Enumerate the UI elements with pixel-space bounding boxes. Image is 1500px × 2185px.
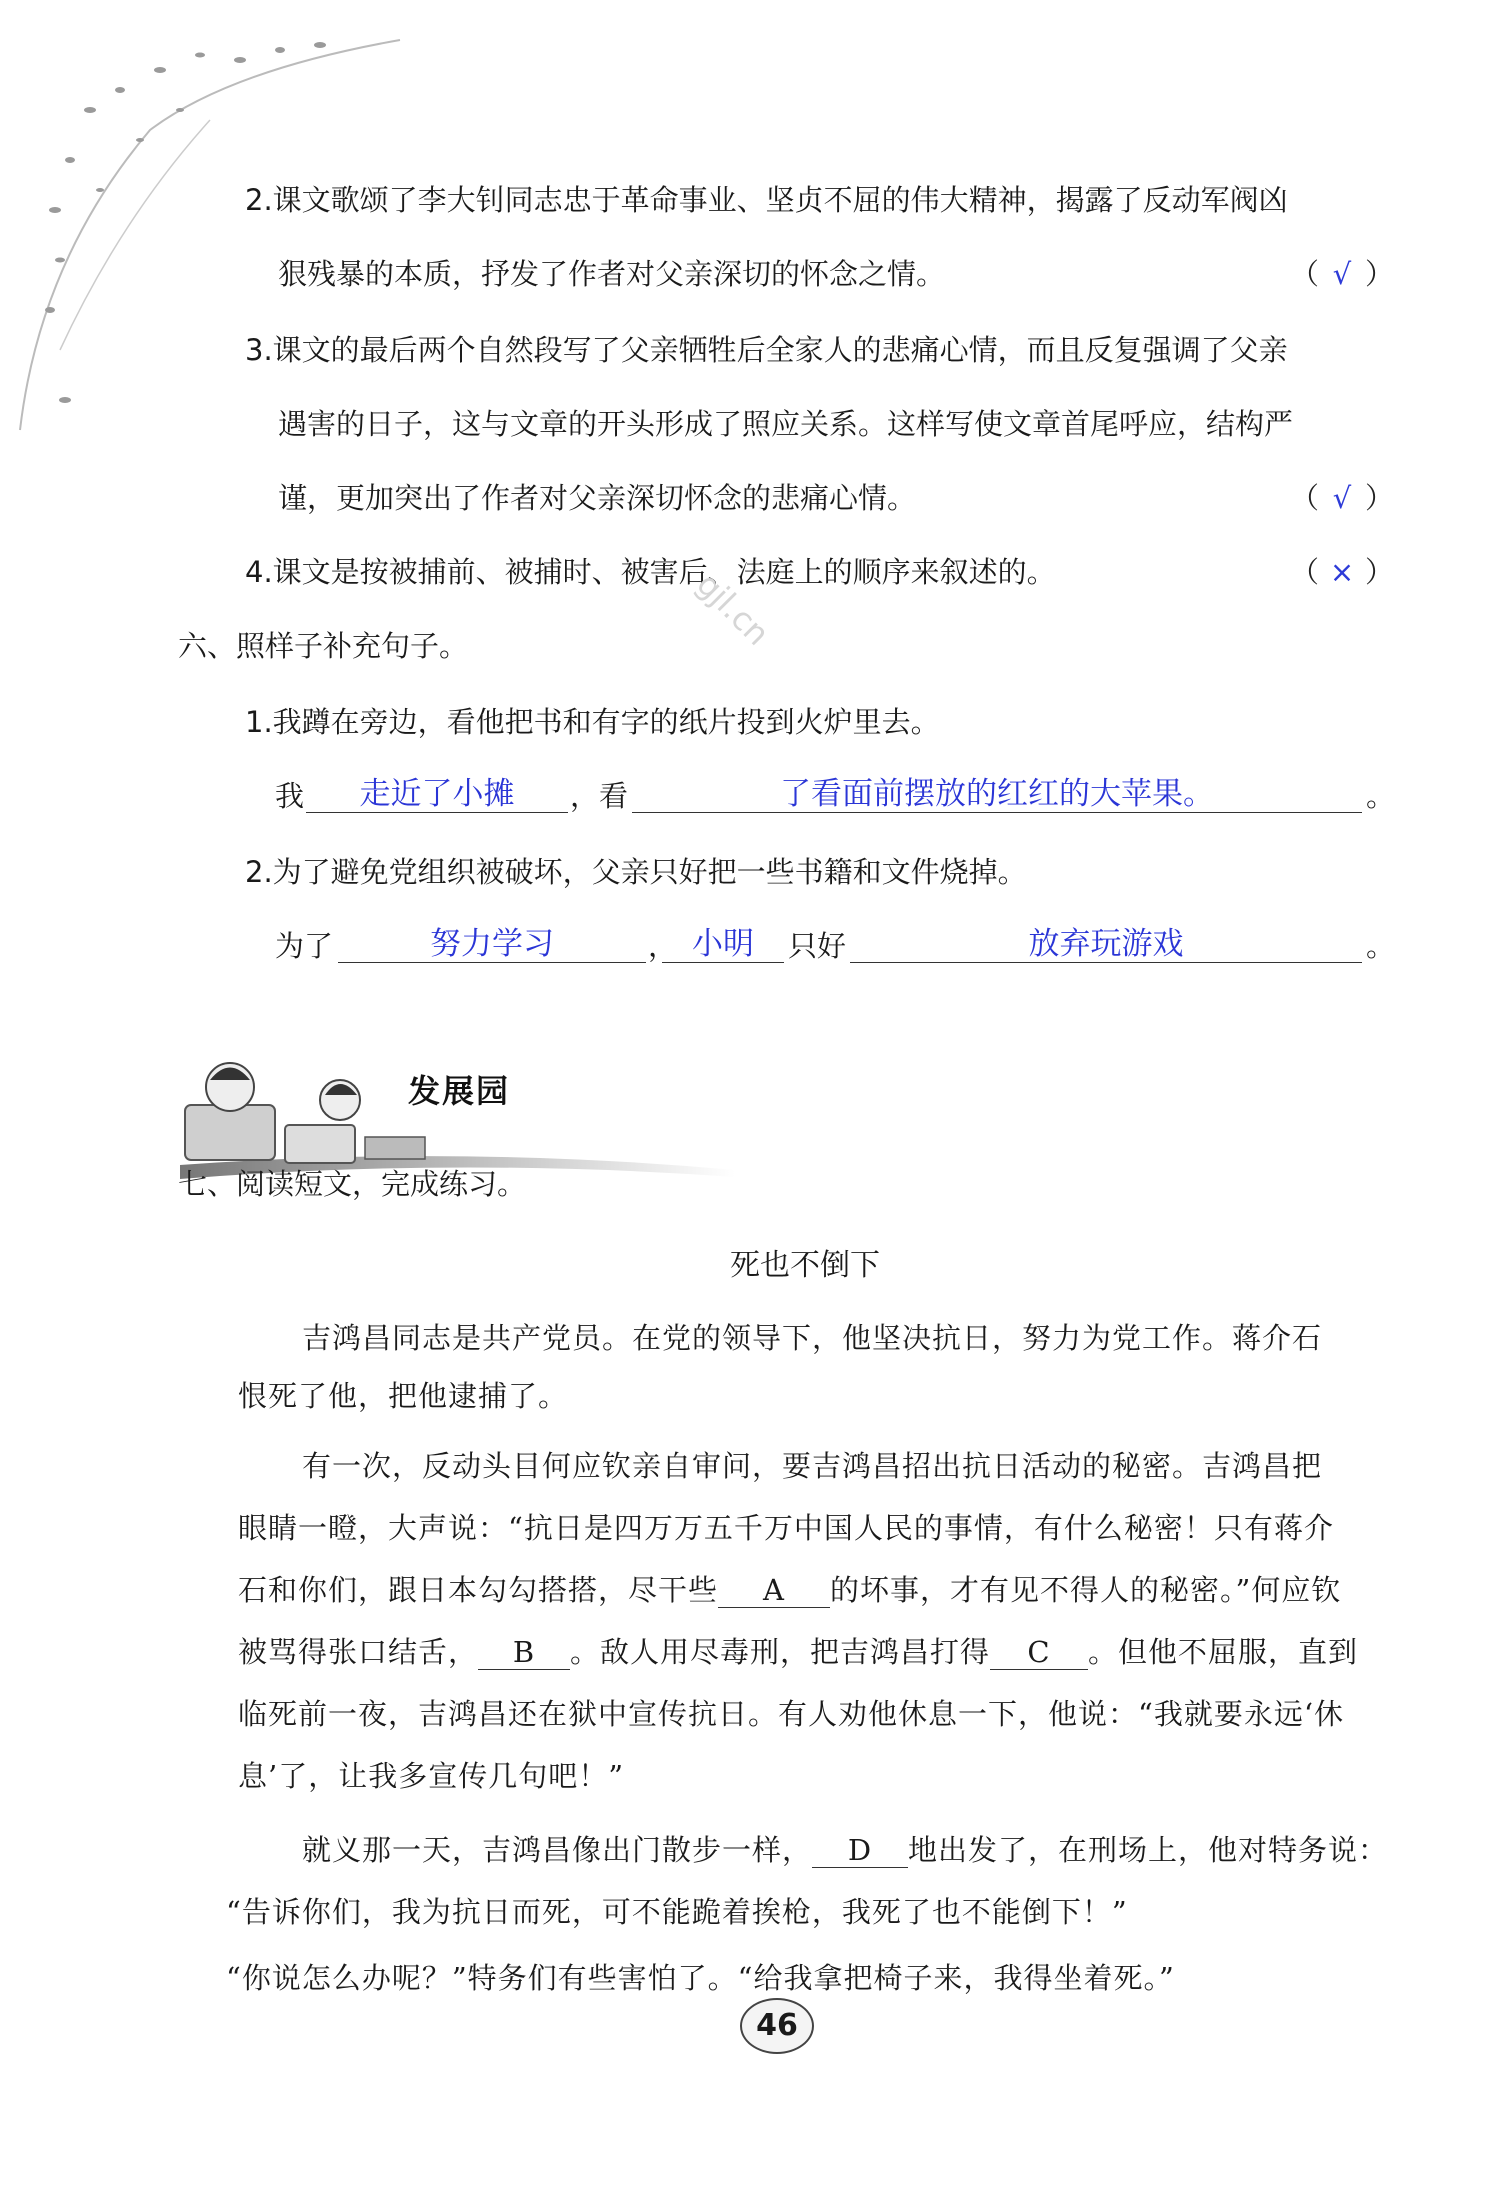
- watermark: gjl.cn: [689, 565, 777, 653]
- story-p2-line1: 有一次，反动头目何应钦亲自审问，要吉鸿昌招出抗日活动的秘密。吉鸿昌把: [302, 1449, 1323, 1483]
- section6-q2-word1: 为了: [275, 929, 334, 963]
- blank-B: B: [478, 1635, 570, 1670]
- story-p1-line1: 吉鸿昌同志是共产党员。在党的领导下，他坚决抗日，努力为党工作。蒋介石: [302, 1321, 1323, 1355]
- section6-q1-prompt: 1.我蹲在旁边，看他把书和有字的纸片投到火炉里去。: [245, 705, 940, 739]
- page-number: 46: [740, 1998, 814, 2054]
- story-title: 死也不倒下: [730, 1248, 880, 1283]
- section6-q1-end: 。: [1366, 779, 1396, 813]
- section7-heading: 七、阅读短文，完成练习。: [178, 1167, 527, 1201]
- section6-q2-word2: ，: [648, 929, 678, 963]
- section6-q1-answer1: 走近了小摊: [359, 776, 515, 812]
- section6-q1-word2: ，看: [570, 779, 629, 813]
- story-p2-line3: 石和你们，跟日本勾勾搭搭，尽干些 A 的坏事，才有见不得人的秘密。”何应钦: [238, 1573, 1342, 1607]
- story-p2-line5: 临死前一夜，吉鸿昌还在狱中宣传抗日。有人劝他休息一下，他说：“我就要永远‘休: [238, 1697, 1345, 1731]
- judgment-3-answer: √: [1332, 481, 1352, 515]
- section6-q2-answer1: 努力学习: [430, 926, 554, 962]
- judgment-3-line3: 谨，更加突出了作者对父亲深切怀念的悲痛心情。: [278, 481, 917, 515]
- section6-q2-end: 。: [1366, 929, 1396, 963]
- section6-q1-answer2: 了看面前摆放的红红的大苹果。: [780, 776, 1214, 812]
- judgment-4-answer-box: （ × ）: [1290, 552, 1394, 592]
- judgment-3-answer-box: （ √ ）: [1290, 478, 1394, 518]
- section6-q2-answer2: 小明: [692, 926, 754, 962]
- blank-A: A: [718, 1573, 830, 1608]
- judgment-4-line1: 4.课文是按被捕前、被捕时、被害后、法庭上的顺序来叙述的。: [245, 555, 1056, 589]
- story-p1-line2: 恨死了他，把他逮捕了。: [238, 1379, 569, 1413]
- section6-q2-word3: 只好: [788, 929, 847, 963]
- judgment-2-answer-box: （ √ ）: [1290, 254, 1394, 294]
- story-p2-line6: 息’了，让我多宣传几句吧！”: [238, 1759, 625, 1793]
- story-p4-line1: “你说怎么办呢？”特务们有些害怕了。“给我拿把椅子来，我得坐着死。”: [226, 1961, 1175, 1995]
- corner-leaves-decoration: [0, 0, 420, 440]
- blank-C: C: [990, 1635, 1088, 1670]
- judgment-2-answer: √: [1332, 257, 1352, 291]
- judgment-3-line2: 遇害的日子，这与文章的开头形成了照应关系。这样写使文章首尾呼应，结构严: [278, 407, 1294, 441]
- blank-D: D: [812, 1833, 908, 1868]
- judgment-4-answer: ×: [1329, 555, 1355, 589]
- development-banner-label: 发展园: [408, 1072, 511, 1110]
- section6-heading: 六、照样子补充句子。: [178, 629, 469, 663]
- judgment-2-line2: 狠残暴的本质，抒发了作者对父亲深切的怀念之情。: [278, 257, 946, 291]
- judgment-2-line1: 2.课文歌颂了李大钊同志忠于革命事业、坚贞不屈的伟大精神，揭露了反动军阀凶: [245, 183, 1288, 217]
- section6-q2-answer3: 放弃玩游戏: [1028, 926, 1184, 962]
- section6-q1-word1: 我: [275, 779, 305, 813]
- story-p2-line4: 被骂得张口结舌， B 。敌人用尽毒刑，把吉鸿昌打得 C 。但他不屈服，直到: [238, 1635, 1359, 1669]
- story-p3-line2: “告诉你们，我为抗日而死，可不能跪着挨枪，我死了也不能倒下！”: [226, 1895, 1128, 1929]
- story-p2-line2: 眼睛一瞪，大声说：“抗日是四万万五千万中国人民的事情，有什么秘密！只有蒋介: [238, 1511, 1334, 1545]
- section6-q2-prompt: 2.为了避免党组织被破坏，父亲只好把一些书籍和文件烧掉。: [245, 855, 1027, 889]
- story-p3-line1: 就义那一天，吉鸿昌像出门散步一样， D 地出发了，在刑场上，他对特务说：: [302, 1833, 1389, 1867]
- judgment-3-line1: 3.课文的最后两个自然段写了父亲牺牲后全家人的悲痛心情，而且反复强调了父亲: [245, 333, 1288, 367]
